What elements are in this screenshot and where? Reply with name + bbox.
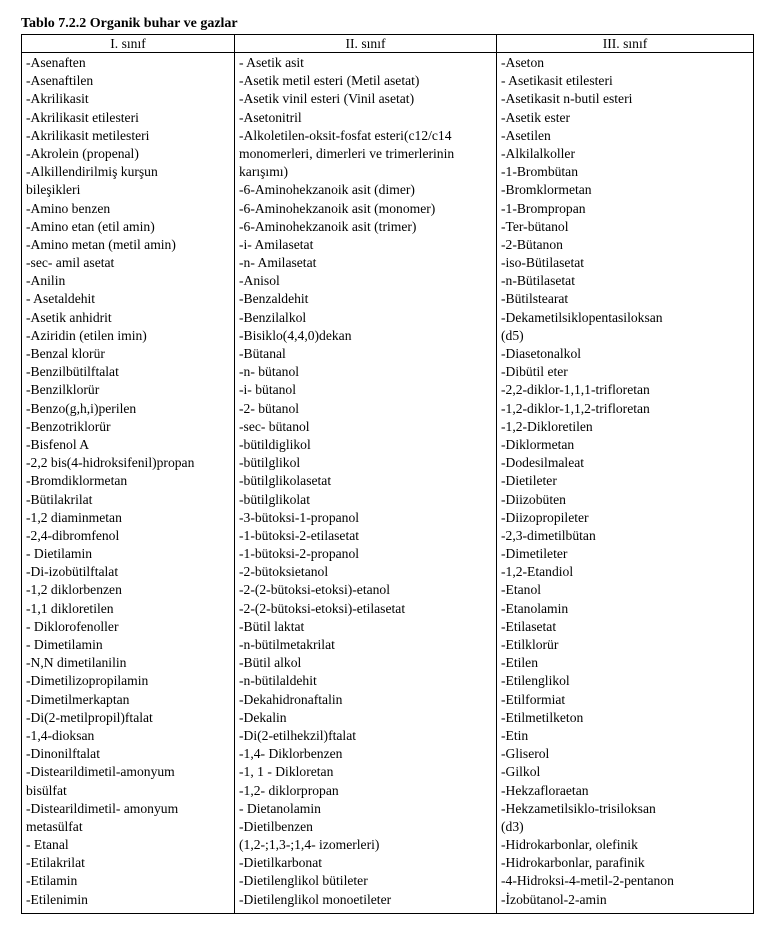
list-item: -Di-izobütilftalat bbox=[26, 564, 119, 580]
list-item: -2-(2-bütoksi-etoksi)-etanol bbox=[239, 582, 390, 598]
list-item: -Dimetileter bbox=[501, 546, 568, 562]
list-item: -1,4-dioksan bbox=[26, 727, 95, 743]
list-item: (1,2-;1,3-;1,4- izomerleri) bbox=[239, 837, 380, 853]
list-item: -Bisiklo(4,4,0)dekan bbox=[239, 327, 352, 343]
list-item: -n- bütanol bbox=[239, 364, 300, 380]
list-item: -iso-Bütilasetat bbox=[501, 255, 585, 271]
list-item: -Bütil laktat bbox=[239, 618, 305, 634]
list-item: -Asetik ester bbox=[501, 109, 571, 125]
table-body-row bbox=[22, 53, 754, 914]
list-item: -Diizopropileter bbox=[501, 509, 589, 525]
list-item: -Etilakrilat bbox=[26, 855, 85, 871]
list-item: -2-bütoksietanol bbox=[239, 564, 329, 580]
list-item: -Di(2-etilhekzil)ftalat bbox=[239, 727, 357, 743]
list-item: -3-bütoksi-1-propanol bbox=[239, 509, 360, 525]
list-item: -Amino etan (etil amin) bbox=[26, 218, 155, 234]
list-item: -Anisol bbox=[239, 273, 280, 289]
list-item: -Asetikasit n-butil esteri bbox=[501, 91, 633, 107]
list-item: -2,3-dimetilbütan bbox=[501, 527, 596, 543]
list-item: -Hidrokarbonlar, olefinik bbox=[501, 837, 638, 853]
list-item: -Benzilklorür bbox=[26, 382, 100, 398]
list-item: -Asetilen bbox=[501, 127, 551, 143]
list-item: -6-Aminohekzanoik asit (dimer) bbox=[239, 182, 415, 198]
list-item: -Amino metan (metil amin) bbox=[26, 236, 176, 252]
list-item: -Akrilikasit bbox=[26, 91, 89, 107]
list-item: -Gilkol bbox=[501, 764, 541, 780]
list-item: -bütilglikol bbox=[239, 455, 301, 471]
list-item: -1,2 diaminmetan bbox=[26, 509, 122, 525]
list-item: -1,1 dikloretilen bbox=[26, 600, 114, 616]
list-item: -Dekahidronaftalin bbox=[239, 691, 343, 707]
list-item: -Asetik anhidrit bbox=[26, 309, 112, 325]
list-item: -Di(2-metilpropil)ftalat bbox=[26, 709, 153, 725]
list-item: -Dietileter bbox=[501, 473, 557, 489]
list-item: - Asetik asit bbox=[239, 55, 304, 70]
list-item: -Asetik vinil esteri (Vinil asetat) bbox=[239, 91, 415, 107]
list-item: -Etilformiat bbox=[501, 691, 566, 707]
list-item: -1,2- diklorpropan bbox=[239, 782, 339, 798]
list-item: -sec- bütanol bbox=[239, 418, 310, 434]
list-item: -Distearildimetil- amonyum bbox=[26, 800, 179, 816]
list-item: -bütilglikolasetat bbox=[239, 473, 332, 489]
list-item: -n-Bütilasetat bbox=[501, 273, 575, 289]
list-item: -Benzilalkol bbox=[239, 309, 307, 325]
list-item: -Benzilbütilftalat bbox=[26, 364, 119, 380]
list-item: - Dietilamin bbox=[26, 546, 93, 562]
list-item: -4-Hidroksi-4-metil-2-pentanon bbox=[501, 873, 674, 889]
list-item: -bütildiglikol bbox=[239, 436, 311, 452]
list-item: -Asenaften bbox=[26, 55, 86, 70]
header-class-1: I. sınıf bbox=[22, 35, 235, 53]
list-item: -Distearildimetil-amonyum bbox=[26, 764, 175, 780]
list-item: -Ter-bütanol bbox=[501, 218, 569, 234]
list-item: -Alkillendirilmiş kurşun bbox=[26, 164, 158, 180]
list-item: -Akrilikasit metilesteri bbox=[26, 127, 150, 143]
list-item: - Dietanolamin bbox=[239, 800, 321, 816]
list-item: -Akrolein (propenal) bbox=[26, 145, 139, 161]
column-class-1 bbox=[22, 53, 235, 914]
list-item: -Benzotriklorür bbox=[26, 418, 111, 434]
list-item: -Benzal klorür bbox=[26, 346, 105, 361]
list-item: -Diklormetan bbox=[501, 436, 575, 452]
column-class-2 bbox=[235, 53, 497, 914]
list-item: -Dimetilmerkaptan bbox=[26, 691, 130, 707]
list-item: -Etanol bbox=[501, 582, 542, 598]
list-item: -2,4-dibromfenol bbox=[26, 527, 120, 543]
list-item: -1-Brompropan bbox=[501, 200, 586, 216]
list-item: -Gliserol bbox=[501, 746, 550, 762]
list-item: -bütilglikolat bbox=[239, 491, 310, 507]
list-item: monomerleri, dimerleri ve trimerlerinin bbox=[239, 145, 455, 161]
list-item: -Dietilenglikol monoetileter bbox=[239, 891, 392, 907]
list-item: -1,2-diklor-1,1,2-trifloretan bbox=[501, 400, 650, 416]
list-item: -Hidrokarbonlar, parafinik bbox=[501, 855, 645, 871]
list-item: -Dietilbenzen bbox=[239, 818, 313, 834]
list-item: - Asetikasit etilesteri bbox=[501, 73, 613, 89]
list-item: -Alkilalkoller bbox=[501, 145, 575, 161]
list-item: -Asetik metil esteri (Metil asetat) bbox=[239, 73, 420, 89]
list-item: -sec- amil asetat bbox=[26, 255, 115, 271]
list-item: -Etilamin bbox=[26, 873, 78, 889]
list-item: -n-bütilmetakrilat bbox=[239, 637, 335, 652]
list-item: -Bütilstearat bbox=[501, 291, 569, 307]
list-item: -1,4- Diklorbenzen bbox=[239, 746, 343, 762]
list-item: -Bisfenol A bbox=[26, 436, 90, 452]
list-item: -Bütilakrilat bbox=[26, 491, 93, 507]
list-item: -2,2 bis(4-hidroksifenil)propan bbox=[26, 455, 195, 471]
list-item: -Dimetilizopropilamin bbox=[26, 673, 149, 689]
list-item: -n-bütilaldehit bbox=[239, 673, 317, 689]
list-item: -2-(2-bütoksi-etoksi)-etilasetat bbox=[239, 600, 406, 616]
list-item: bisülfat bbox=[26, 782, 67, 798]
list-item: -i- Amilasetat bbox=[239, 236, 314, 252]
list-item: -Etilasetat bbox=[501, 618, 557, 634]
list-item: -N,N dimetilanilin bbox=[26, 655, 127, 671]
list-item: -Bromklormetan bbox=[501, 182, 592, 198]
list-item: - Dimetilamin bbox=[26, 637, 103, 652]
list-item: -2,2-diklor-1,1,1-trifloretan bbox=[501, 382, 650, 398]
list-item: -Dekalin bbox=[239, 709, 287, 725]
list-item: -Bromdiklormetan bbox=[26, 473, 128, 489]
list-item: -1-Brombütan bbox=[501, 164, 579, 180]
list-item: -İzobütanol-2-amin bbox=[501, 891, 607, 907]
list-item: - Asetaldehit bbox=[26, 291, 96, 307]
list-item: (d3) bbox=[501, 818, 524, 834]
list-item: -Dibütil eter bbox=[501, 364, 568, 380]
list-item: -2-Bütanon bbox=[501, 236, 563, 252]
list-item: -Diizobüten bbox=[501, 491, 566, 507]
list-item: -Etin bbox=[501, 727, 529, 743]
list-item: metasülfat bbox=[26, 818, 83, 834]
list-item: -Benzaldehit bbox=[239, 291, 309, 307]
list-item: -1-bütoksi-2-propanol bbox=[239, 546, 360, 562]
list-item: -Asetonitril bbox=[239, 109, 302, 125]
list-item: -Alkoletilen-oksit-fosfat esteri(c12/c14 bbox=[239, 127, 452, 143]
list-item: -6-Aminohekzanoik asit (trimer) bbox=[239, 218, 417, 234]
list-item: -Hekzafloraetan bbox=[501, 782, 589, 798]
list-item: bileşikleri bbox=[26, 182, 81, 198]
list-item: -Diasetonalkol bbox=[501, 346, 582, 361]
list-item: -Dietilkarbonat bbox=[239, 855, 323, 871]
list-item: -Bütanal bbox=[239, 346, 286, 361]
organic-vapors-table bbox=[21, 34, 754, 914]
list-item: -Etilen bbox=[501, 655, 538, 671]
list-item: -2- bütanol bbox=[239, 400, 300, 416]
list-item: -Etilmetilketon bbox=[501, 709, 584, 725]
header-class-2: II. sınıf bbox=[235, 35, 497, 53]
list-item: - Etanal bbox=[26, 837, 69, 853]
list-item: -Asenaftilen bbox=[26, 73, 94, 89]
list-item: - Diklorofenoller bbox=[26, 618, 119, 634]
list-item: -6-Aminohekzanoik asit (monomer) bbox=[239, 200, 436, 216]
list-item: -Benzo(g,h,i)perilen bbox=[26, 400, 137, 416]
list-item: -Dekametilsiklopentasiloksan bbox=[501, 309, 663, 325]
list-item: -Dodesilmaleat bbox=[501, 455, 585, 471]
list-item: -Hekzametilsiklo-trisiloksan bbox=[501, 800, 656, 816]
list-item: -1, 1 - Dikloretan bbox=[239, 764, 334, 780]
list-item: -i- bütanol bbox=[239, 382, 297, 398]
list-item: -Amino benzen bbox=[26, 200, 111, 216]
list-item: -Etanolamin bbox=[501, 600, 569, 616]
list-item: -Dietilenglikol bütileter bbox=[239, 873, 368, 889]
table-title: Tablo 7.2.2 Organik buhar ve gazlar bbox=[21, 16, 238, 31]
document bbox=[21, 14, 753, 914]
list-item: -Aseton bbox=[501, 55, 545, 70]
list-item: -Anilin bbox=[26, 273, 66, 289]
list-item: -Etilenimin bbox=[26, 891, 88, 907]
list-item: -Etilenglikol bbox=[501, 673, 570, 689]
list-item: (d5) bbox=[501, 327, 524, 343]
list-item: karışımı) bbox=[239, 164, 289, 180]
list-item: -Etilklorür bbox=[501, 637, 559, 652]
list-item: -Akrilikasit etilesteri bbox=[26, 109, 139, 125]
list-item: -1,2 diklorbenzen bbox=[26, 582, 122, 598]
list-item: -Dinonilftalat bbox=[26, 746, 100, 762]
list-item: -Aziridin (etilen imin) bbox=[26, 327, 147, 343]
list-item: -Bütil alkol bbox=[239, 655, 302, 671]
column-class-3 bbox=[497, 53, 754, 914]
list-item: -1,2-Etandiol bbox=[501, 564, 574, 580]
list-item: -1-bütoksi-2-etilasetat bbox=[239, 527, 360, 543]
list-item: -n- Amilasetat bbox=[239, 255, 317, 271]
header-class-3: III. sınıf bbox=[497, 35, 754, 53]
header-row bbox=[22, 35, 754, 53]
list-item: -1,2-Dikloretilen bbox=[501, 418, 593, 434]
